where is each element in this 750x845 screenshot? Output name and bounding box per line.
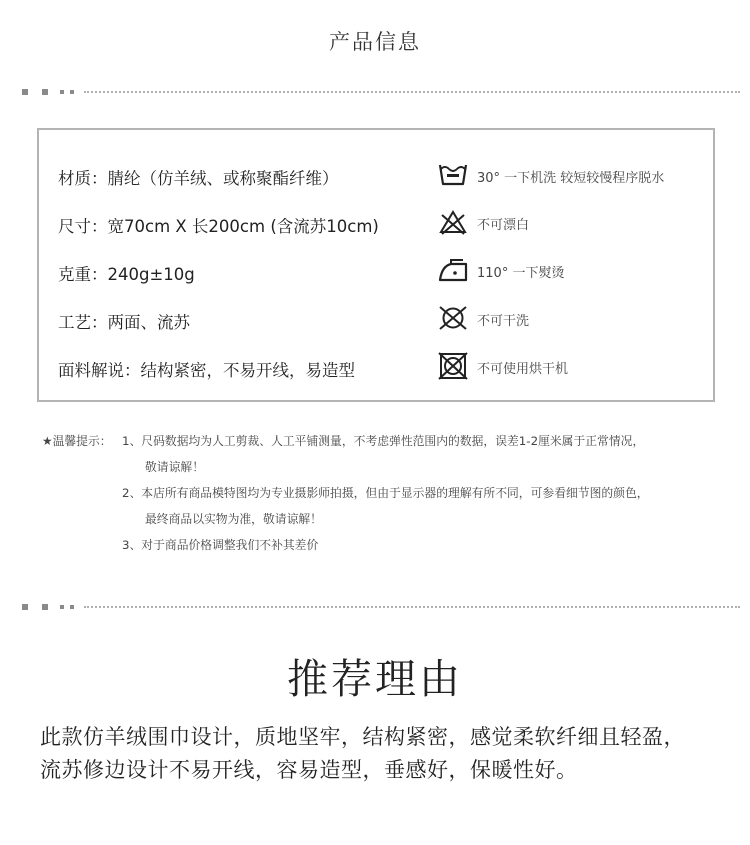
note-item: 敬请谅解！ [145,460,204,474]
care-text: 不可漂白 [477,218,530,233]
spec-weight: 克重：240g±10g [58,265,195,284]
care-text: 30° 一下机洗 较短较慢程序脱水 [477,171,665,186]
care-text: 不可干洗 [477,314,530,329]
note-item: 3、对于商品价格调整我们不补其差价 [122,538,319,552]
reason-line: 流苏修边设计不易开线，容易造型，垂感好，保暖性好。 [40,758,578,782]
note-item: 2、本店所有商品模特图均为专业摄影师拍摄，但由于显示器的理解有所不同，可参看细节图的颜色， [122,486,649,500]
spec-fabric: 面料解说：结构紧密，不易开线，易造型 [58,361,355,380]
spec-craft: 工艺：两面、流苏 [58,313,190,332]
section-divider [22,603,740,611]
iron-110-icon [437,255,469,285]
no-bleach-icon [437,207,469,237]
care-text: 110° 一下熨烫 [477,266,565,281]
note-item: 1、尺码数据均为人工剪裁、人工平铺测量，不考虑弹性范围内的数据，误差1-2厘米属于正常情况， [122,434,645,448]
notes-label: ★温馨提示： [42,434,112,448]
no-dry-clean-icon [437,303,469,333]
reason-line: 此款仿羊绒围巾设计，质地坚牢，结构紧密，感觉柔软纤细且轻盈， [40,725,685,749]
care-text: 不可使用烘干机 [477,362,569,377]
reason-title: 推荐理由 [287,655,463,703]
spec-material: 材质：腈纶（仿羊绒、或称聚酯纤维） [58,169,339,188]
wash-30-icon [437,160,469,190]
section-divider [22,88,740,96]
note-item: 最终商品以实物为准，敬请谅解！ [145,512,322,526]
spec-box [37,128,715,402]
spec-size: 尺寸：宽70cm X 长200cm (含流苏10cm) [58,217,379,236]
page-title: 产品信息 [329,30,421,54]
no-tumble-dry-icon [437,351,469,381]
